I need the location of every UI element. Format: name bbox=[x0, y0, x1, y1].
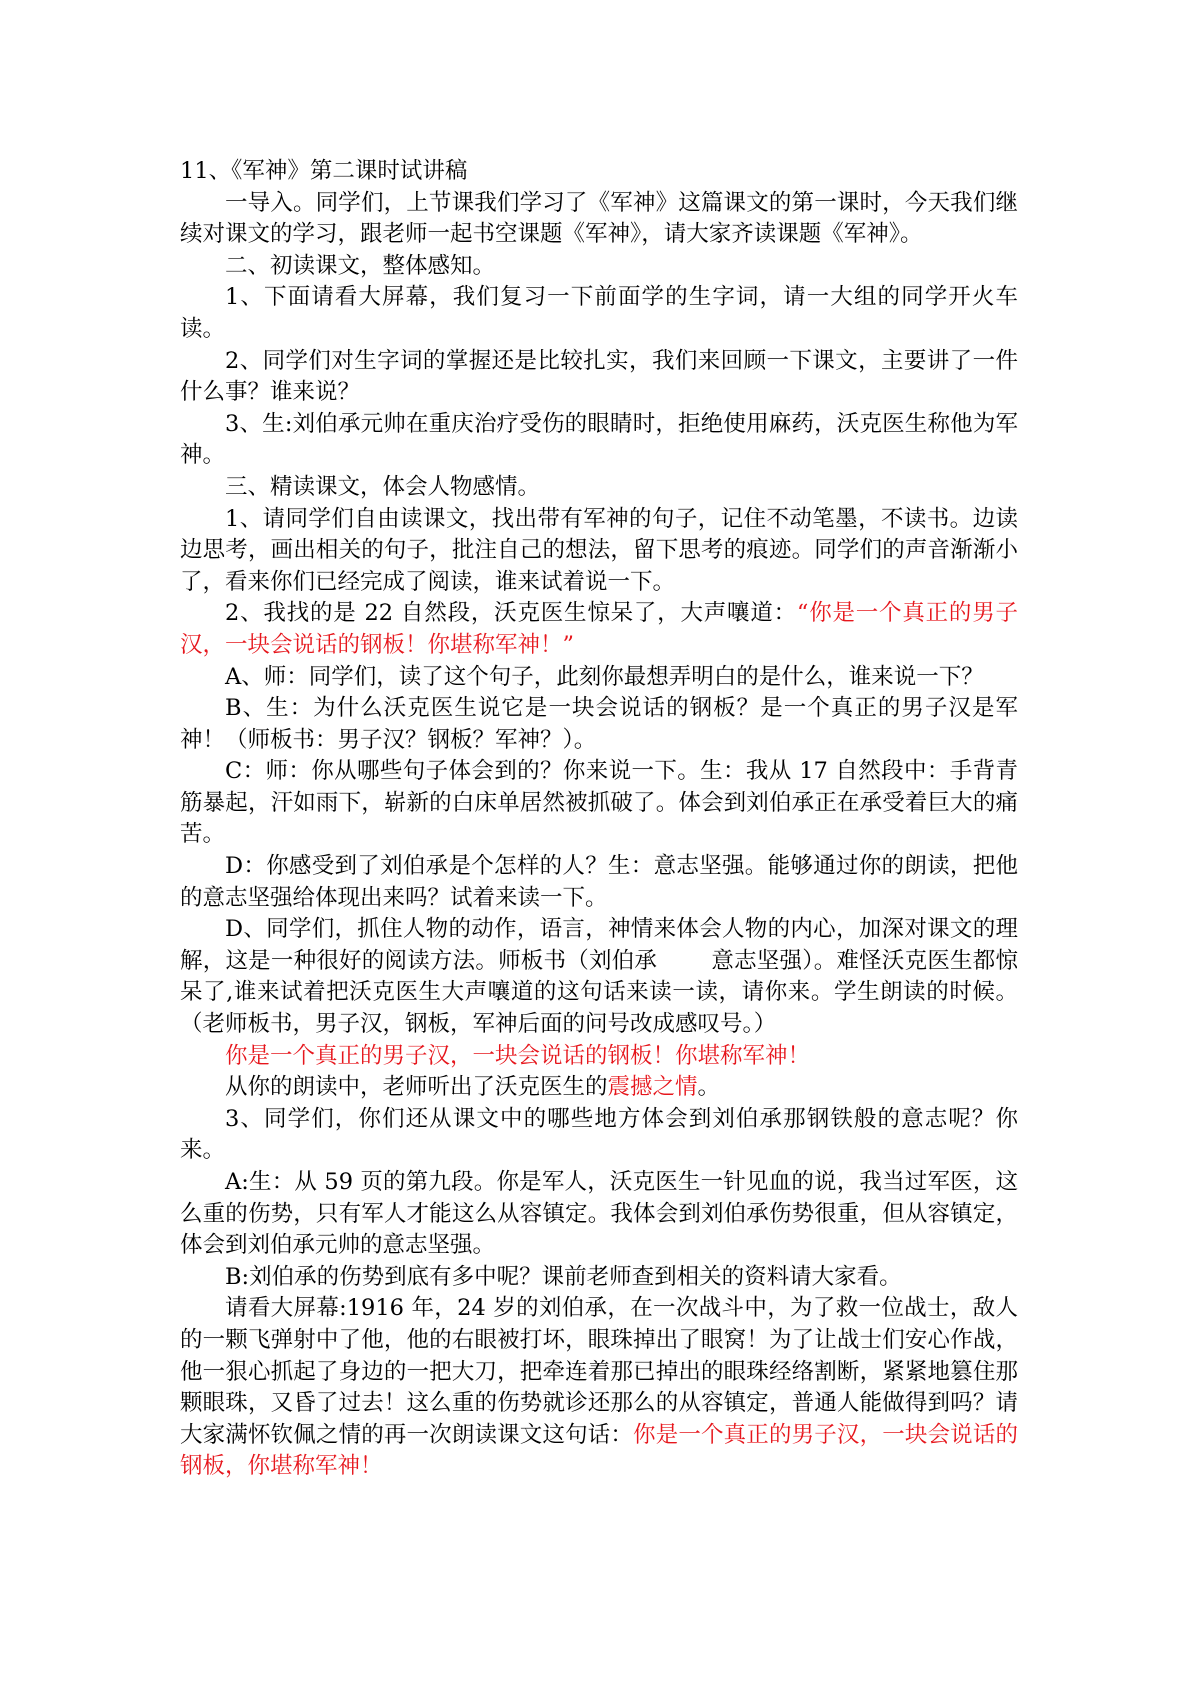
paragraph-feeling bbox=[180, 1072, 1018, 1104]
paragraph-text: 意志坚强）。难怪沃克医生都惊呆了,谁来试着把沃克医生大声嚷道的这句话来读一读，请你来。学生朗读的时候。（老师板书，男子汉，钢板，军神后面的问号改成感叹号。） bbox=[180, 947, 1018, 1038]
paragraph-text: 从你的朗读中，老师听出了沃克医生的 bbox=[225, 1074, 608, 1101]
paragraph-text: B:刘伯承的伤势到底有多中呢？课前老师查到相关的资料请大家看。 bbox=[225, 1263, 902, 1290]
paragraph-3a bbox=[180, 1167, 1018, 1262]
paragraph-step-3 bbox=[180, 409, 1018, 472]
paragraph-text: 三、精读课文，体会人物感情。 bbox=[225, 473, 541, 500]
highlighted-phrase: 震撼之情 bbox=[607, 1074, 698, 1101]
paragraph-text: 请看大屏幕:1916 年，24 岁的刘伯承，在一次战斗中，为了救一位战士，敌人的一颗飞弹射中了他，他的右眼被打坏，眼珠掉出了眼窝！为了让战士们安心作战，他一狠心抓起了身边的一把大刀，把牵连着那已掉出的眼珠经络割断，紧紧地篡住那颗眼珠，又昏了过去！这么重的伤势就诊还那么的从容镇定，普通人能做得到吗？请大家满怀钦佩之情的再一次朗读课文这句话： bbox=[180, 1295, 1018, 1448]
paragraph-intro bbox=[180, 188, 1018, 251]
paragraph-text: 3、生:刘伯承元帅在重庆治疗受伤的眼睛时，拒绝使用麻药，沃克医生称他为军神。 bbox=[180, 410, 1018, 469]
paragraph-text: 2、我找的是 22 自然段，沃克医生惊呆了，大声嚷道： bbox=[225, 600, 797, 627]
paragraph-reading-2 bbox=[180, 598, 1018, 661]
paragraph-text: 二、初读课文，整体感知。 bbox=[225, 252, 496, 279]
paragraph-text: D、同学们，抓住人物的动作，语言，神情来体会人物的内心，加深对课文的理解，这是一种很好的阅读方法。师板书（刘伯承 bbox=[180, 916, 1018, 974]
paragraph-text: 3、同学们，你们还从课文中的哪些地方体会到刘伯承那钢铁般的意志呢？你来。 bbox=[180, 1105, 1018, 1164]
paragraph-text: 。 bbox=[697, 1074, 721, 1101]
paragraph-text: 一导入。同学们，上节课我们学习了《军神》这篇课文的第一课时，今天我们继续对课文的学习，跟老师一起书空课题《军神》，请大家齐读课题《军神》。 bbox=[180, 189, 1018, 248]
paragraph-step-1 bbox=[180, 282, 1018, 345]
paragraph-d-method bbox=[180, 914, 1018, 1040]
paragraph-3b bbox=[180, 1262, 1018, 1294]
paragraph-text: B、生：为什么沃克医生说它是一块会说话的钢板？是一个真正的男子汉是军神！（师板书：男子汉？钢板？军神？）。 bbox=[180, 695, 1018, 753]
paragraph-text: 1、下面请看大屏幕，我们复习一下前面学的生字词，请一大组的同学开火车读。 bbox=[180, 284, 1018, 342]
paragraph-reading-1 bbox=[180, 504, 1018, 599]
highlighted-quote: “你是一个真正的男子汉，一块会说话的钢板！你堪称军神！” bbox=[180, 600, 1018, 658]
paragraph-text: C：师：你从哪些句子体会到的？你来说一下。生：我从 17 自然段中：手背青筋暴起，汗如雨下，崭新的白床单居然被抓破了。体会到刘伯承正在承受着巨大的痛苦。 bbox=[180, 758, 1018, 848]
paragraph-b bbox=[180, 693, 1018, 756]
document-title: 11、《军神》第二课时试讲稿 bbox=[180, 158, 468, 184]
document-page bbox=[180, 156, 1018, 1483]
paragraph-c bbox=[180, 756, 1018, 851]
paragraph-d bbox=[180, 851, 1018, 914]
section-heading-3 bbox=[180, 472, 1018, 504]
highlighted-quote: 你是一个真正的男子汉，一块会说话的钢板，你堪称军神！ bbox=[180, 1421, 1018, 1480]
paragraph-screen bbox=[180, 1293, 1018, 1483]
highlighted-quote: 你是一个真正的男子汉，一块会说话的钢板！你堪称军神！ bbox=[225, 1042, 811, 1069]
paragraph-text: 1、请同学们自由读课文，找出带有军神的句子，记住不动笔墨，不读书。边读边思考，画出相关的句子，批注自己的想法，留下思考的痕迹。同学们的声音渐渐小了，看来你们已经完成了阅读，谁来试着说一下。 bbox=[180, 505, 1018, 595]
paragraph-text: A、师：同学们，读了这个句子，此刻你最想弄明白的是什么，谁来说一下？ bbox=[225, 663, 984, 690]
paragraph-reading-3 bbox=[180, 1104, 1018, 1167]
paragraph-step-2 bbox=[180, 346, 1018, 409]
paragraph-a bbox=[180, 662, 1018, 694]
highlighted-sentence bbox=[180, 1041, 1018, 1073]
paragraph-text: D：你感受到了刘伯承是个怎样的人？生：意志坚强。能够通过你的朗读，把他的意志坚强给体现出来吗？试着来读一下。 bbox=[180, 853, 1018, 911]
paragraph-text: 2、同学们对生字词的掌握还是比较扎实，我们来回顾一下课文，主要讲了一件什么事？谁来说？ bbox=[180, 347, 1018, 406]
paragraph-text: A:生：从 59 页的第九段。你是军人，沃克医生一针见血的说，我当过军医，这么重的伤势，只有军人才能这么从容镇定。我体会到刘伯承伤势很重，但从容镇定，体会到刘伯承元帅的意志坚强。 bbox=[180, 1169, 1018, 1259]
section-heading-2 bbox=[180, 251, 1018, 283]
